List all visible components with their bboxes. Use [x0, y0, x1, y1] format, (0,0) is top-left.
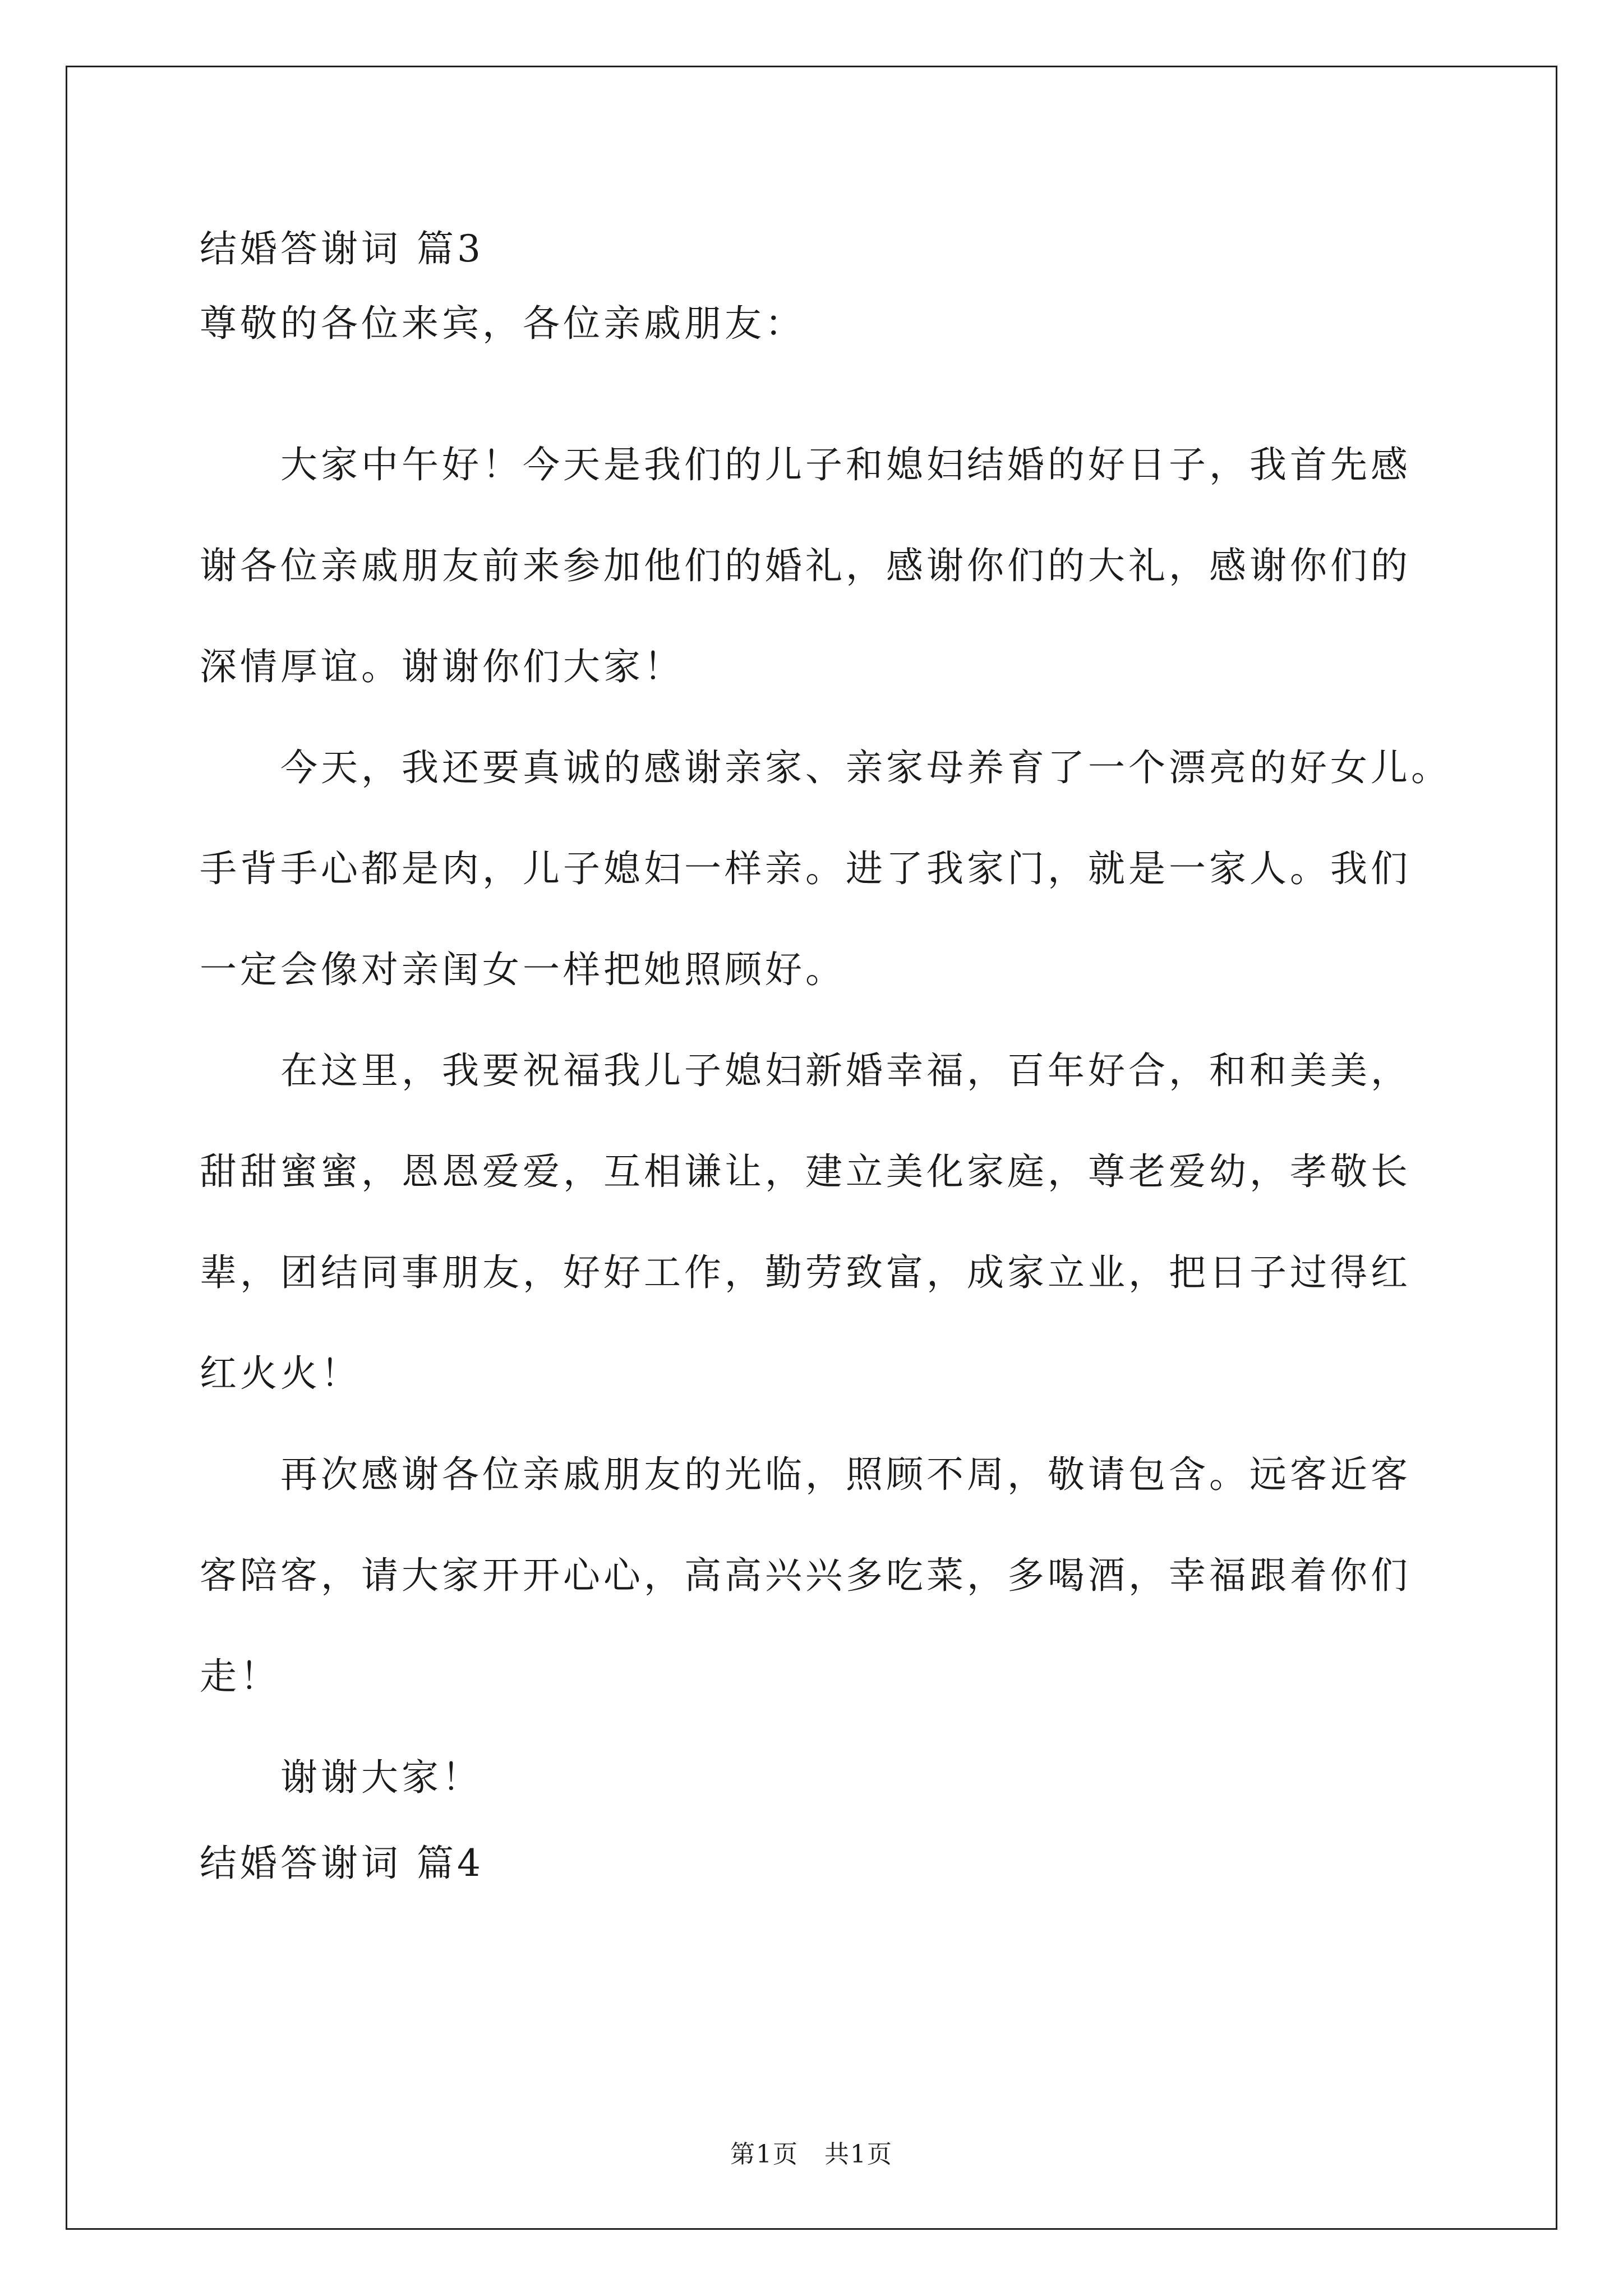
paragraph-line: 走！: [200, 1655, 280, 1698]
paragraph-line: 手背手心都是肉，儿子媳妇一样亲。进了我家门，就是一家人。我们: [200, 847, 1411, 890]
section-heading: 结婚答谢词 篇3: [200, 227, 484, 270]
page-border: [66, 66, 1557, 2230]
page-footer: 第1页 共1页: [730, 2140, 893, 2169]
paragraph-line: 深情厚谊。谢谢你们大家！: [200, 645, 684, 688]
paragraph-line: 红火火！: [200, 1352, 361, 1395]
section-heading: 结婚答谢词 篇4: [200, 1842, 484, 1885]
paragraph-line: 谢各位亲戚朋友前来参加他们的婚礼，感谢你们的大礼，感谢你们的: [200, 544, 1411, 587]
paragraph-line: 在这里，我要祝福我儿子媳妇新婚幸福，百年好合，和和美美，: [280, 1049, 1411, 1092]
paragraph-line: 一定会像对亲闺女一样把她照顾好。: [200, 948, 846, 991]
paragraph-line: 大家中午好！今天是我们的儿子和媳妇结婚的好日子，我首先感: [280, 443, 1411, 486]
paragraph-line: 辈，团结同事朋友，好好工作，勤劳致富，成家立业，把日子过得红: [200, 1251, 1411, 1294]
paragraph-line: 客陪客，请大家开开心心，高高兴兴多吃菜，多喝酒，幸福跟着你们: [200, 1554, 1411, 1597]
paragraph-line: 再次感谢各位亲戚朋友的光临，照顾不周，敬请包含。远客近客: [280, 1453, 1411, 1496]
salutation: 尊敬的各位来宾，各位亲戚朋友：: [200, 302, 805, 345]
closing-line: 谢谢大家！: [280, 1756, 482, 1799]
paragraph-line: 甜甜蜜蜜，恩恩爱爱，互相谦让，建立美化家庭，尊老爱幼，孝敬长: [200, 1150, 1411, 1193]
paragraph-line: 今天，我还要真诚的感谢亲家、亲家母养育了一个漂亮的好女儿。: [280, 746, 1451, 789]
